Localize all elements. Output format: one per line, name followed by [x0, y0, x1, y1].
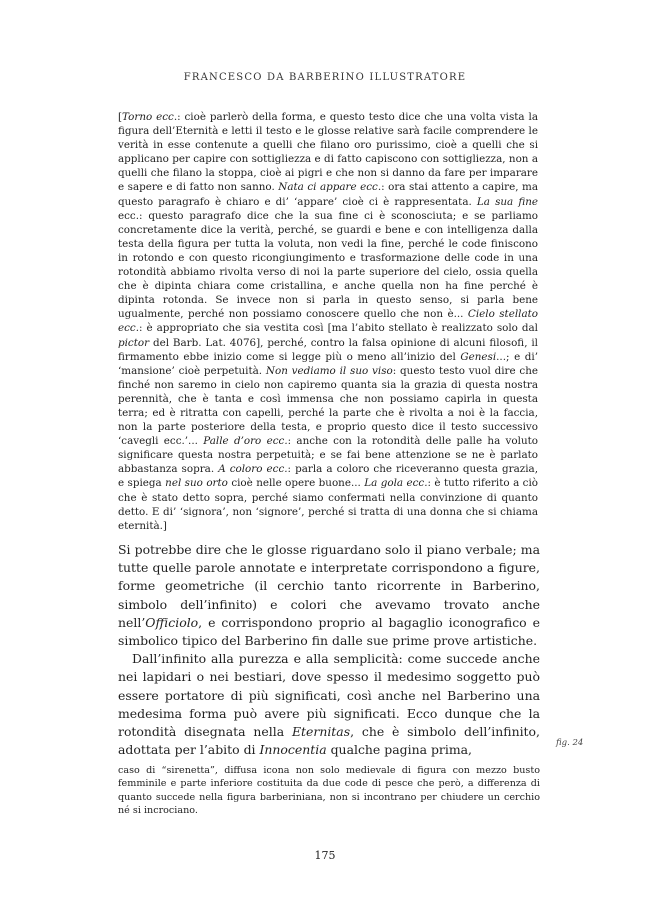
italic-text-run: Innocentia: [259, 742, 327, 758]
footnote: caso di “sirenetta”, diffusa icona non solo medievale di figura con mezzo busto femminile e parte inferiore costituita da due code di pesce che però, a differenza di quanto succede nella figura barberiniana, non si incontrano per chiudere un cerchio né si incrociano.: [118, 765, 540, 817]
italic-text-run: Palle d’oro ecc.: [203, 435, 288, 448]
italic-text-run: Eternitas: [291, 724, 351, 740]
text-run: cioè nelle opere buone...: [227, 477, 365, 490]
text-run: ecc.: questo paragrafo dice che la sua fine ci è sconosciuta; e se parliamo concretamente dice la verità, perché, se guardi e bene e con intelligenza dalla testa della figura per tutta la voluta, non vedi la fine, perché le code finiscono in rotondo e con questo ricongiungimento e trasformazione delle code in una rotondità abbiamo rivolta verso di noi la parte superiore del cielo, ossia quella che è dipinta chiara come cristallina, e anche quella non ha fine perché è dipinta rotonda. Se invece non si parla in questo senso, si parla bene ugualmente, perché non possiamo conoscere quello che non è...: [118, 209, 538, 321]
italic-text-run: Genesi: [460, 350, 497, 363]
italic-text-run: Non vediamo il suo viso: [265, 364, 393, 377]
text-run: del Barb. Lat. 4076], perché, contro la falsa opinione di alcuni filosofi, il firmamento ebbe inizio come si legge più o meno all’inizio del: [118, 336, 538, 363]
italic-text-run: Officiolo: [145, 614, 199, 630]
quoted-gloss-paragraph: [118, 110, 538, 533]
text-run: ...; e di’ ‘mansione’ cioè perpetuità.: [118, 350, 538, 377]
italic-text-run: A coloro ecc.: [218, 463, 288, 476]
page-number: 175: [314, 849, 336, 862]
italic-text-run: pictor: [118, 336, 150, 349]
text-run: : parla a coloro che riceveranno questa grazia, e spiega: [118, 463, 538, 490]
figure-margin-note: fig. 24: [556, 738, 584, 748]
text-run: : è tutto riferito a ciò che è stato detto sopra, perché siamo confermati nella convinzione di quanto detto. E di’ ‘signora’, non ‘signore’, perché si tratta di una donna che si chiama eternità.]: [118, 477, 538, 532]
text-run: qualche pagina prima,: [326, 742, 472, 758]
text-run: : cioè parlerò della forma, e questo testo dice che una volta vista la figura dell’Eternità e letti il testo e le glosse relative sarà facile comprendere le verità in esse contenute a quelli che filano oro purissimo, cioè a quelli che si applicano per capire con sottigliezza e di fatto capiscono con sottigliezza, non a quelli che filano la stoppa, cioè ai pigri e che non si danno da fare per imparare e sapere e di fatto non sanno.: [118, 111, 538, 194]
italic-text-run: La gola ecc.: [364, 477, 428, 490]
italic-text-run: Torno ecc.: [122, 111, 178, 123]
body-paragraph-1: [118, 541, 540, 650]
text-run: Si potrebbe dire che le glosse riguardano solo il piano verbale; ma tutte quelle parole annotate e interpretate corrispondono a figure, forme geometriche (il cerchio tanto ricorrente in Barberino, simbolo dell’infinito) e colori che avevamo trovato anche nell’: [118, 542, 540, 630]
text-run: , che è simbolo dell’infinito, adottata per l’abito di: [118, 724, 540, 758]
quoted-gloss-block: [118, 110, 538, 533]
main-body-text: [118, 541, 540, 759]
italic-text-run: Nata ci appare ecc.: [278, 181, 382, 194]
italic-text-run: Cielo stellato ecc.: [118, 308, 538, 335]
text-run: : anche con la rotondità delle palle ha voluto significare questa nostra perpetuità; e se fai bene attenzione se ne è parlato abbastanza sopra.: [118, 435, 538, 476]
running-head: FRANCESCO DA BARBERINO ILLUSTRATORE: [183, 72, 467, 83]
italic-text-run: nel suo orto: [165, 477, 228, 490]
italic-text-run: La sua fine: [476, 195, 538, 208]
text-run: : ora stai attento a capire, ma questo paragrafo è chiaro e di’ ‘appare’ cioè ci è rappresentata.: [118, 181, 538, 208]
body-paragraph-2: [118, 650, 540, 759]
text-run: : questo testo vuol dire che finché non saremo in cielo non capiremo quanta sia la grazia di questa nostra perennità, che è tanta e così immensa che non possiamo capirla in questa terra; ed è ritratta con capelli, perché la parte che è rivolta a noi è la faccia, non la parte posteriore della testa, e proprio questo dice il testo successivo ‘cavegli ecc.’...: [118, 364, 538, 448]
text-run: [: [118, 111, 123, 123]
text-run: Dall’infinito alla purezza e alla semplicità: come succede anche nei lapidari o nei bestiari, dove spesso il medesimo soggetto può essere portatore di più significati, così anche nel Barberino una medesima forma può avere più significati. Ecco dunque che la rotondità disegnata nella: [118, 651, 540, 740]
text-run: , e corrispondono proprio al bagaglio iconografico e simbolico tipico del Barberino fin dalle sue prime prove artistiche.: [118, 614, 540, 649]
text-run: : è appropriato che sia vestita così [ma l’abito stellato è realizzato solo dal: [139, 322, 538, 335]
